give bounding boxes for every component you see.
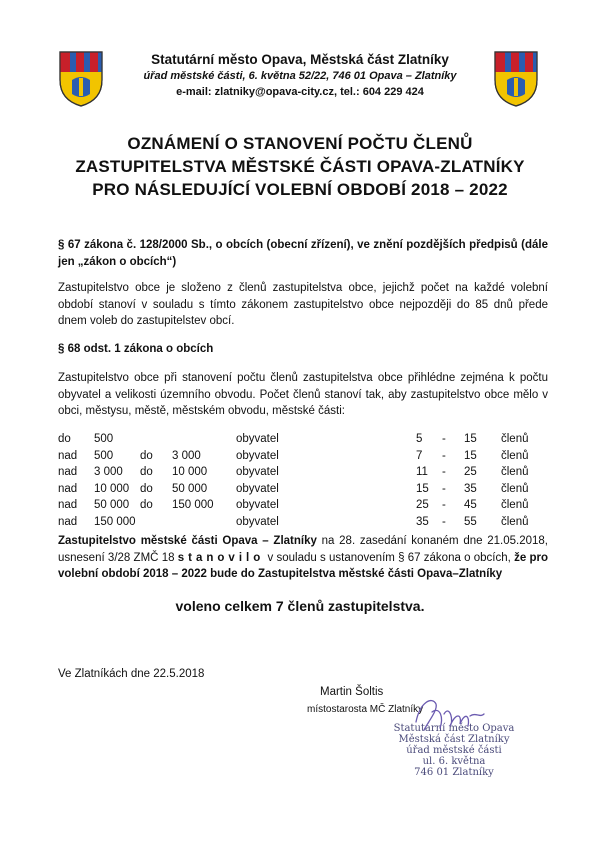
stamp-line: 746 01 Zlatníky (414, 767, 494, 778)
row-max: 25 (464, 466, 477, 478)
row-unit: obyvatel (236, 466, 279, 478)
title-line-2: ZASTUPITELSTVA MĚSTSKÉ ČÁSTI OPAVA-ZLATNÍKY (75, 157, 525, 176)
row-max: 15 (464, 449, 477, 462)
member-count-statement: voleno celkem 7 členů zastupitelstva. (175, 598, 425, 614)
stamp-line: Statutární město Opava (393, 723, 515, 734)
row-members: členů (501, 515, 529, 528)
row-to: 3 000 (172, 449, 201, 462)
row-from: 500 (94, 449, 114, 462)
decision-body: Zastupitelstvo městské části Opava – Zlatníky (58, 535, 317, 547)
row-unit: obyvatel (236, 482, 279, 495)
row-dash: - (442, 433, 446, 445)
row-from: 50 000 (94, 499, 130, 511)
row-dash: - (442, 449, 446, 462)
table-row (58, 499, 548, 516)
decision-result: že pro volební období 2018 – 2022 bude do Zastupitelstva městské části Opava–Zlatníky (58, 551, 548, 580)
row-to: 10 000 (172, 466, 208, 478)
stamp-line: Městská část Zlatníky (398, 734, 510, 745)
row-min: 15 (416, 482, 429, 495)
stamp-line: ul. 6. května (422, 756, 486, 767)
row-max: 55 (464, 515, 477, 528)
coat-of-arms-left (58, 50, 104, 108)
decision-paragraph (58, 533, 548, 583)
member-count-table (58, 433, 548, 532)
row-members: členů (501, 433, 529, 445)
row-members: členů (501, 466, 529, 478)
stamp-line: úřad městské části (406, 745, 502, 756)
row-dash: - (442, 515, 446, 528)
row-prefix: nad (58, 482, 78, 495)
row-from: 150 000 (94, 515, 136, 528)
decision-legal: v souladu s ustanovením § 67 zákona o obcích, (264, 551, 515, 564)
decision-meeting: na 28. zasedání konaném dne 21.05.2018, usnesení 3/28 ZMČ 18 (58, 535, 548, 564)
row-prefix: nad (58, 515, 78, 528)
row-dash: - (442, 466, 446, 478)
title-line-3: PRO NÁSLEDUJÍCÍ VOLEBNÍ OBDOBÍ 2018 – 2022 (92, 180, 508, 199)
table-row (58, 450, 548, 467)
row-members: členů (501, 449, 529, 462)
row-do: do (140, 482, 153, 495)
table-row (58, 433, 548, 450)
row-unit: obyvatel (236, 433, 279, 445)
row-min: 5 (416, 433, 423, 445)
section1-text: Zastupitelstvo obce je složeno z členů zastupitelstva obce, jejichž počet na každé volební období stanoví v souladu s tímto zákonem zastupitelstvo obce nejpozději do 85 dnů přede dnem voleb do zastupitelstev obcí. (58, 282, 548, 327)
handwritten-signature (410, 692, 490, 738)
row-from: 500 (94, 433, 114, 445)
row-do: do (140, 499, 153, 511)
row-max: 45 (464, 499, 477, 511)
header-address: úřad městské části, 6. května 52/22, 746 01 Opava – Zlatníky (143, 70, 457, 82)
row-unit: obyvatel (236, 449, 279, 462)
table-row (58, 466, 548, 483)
header-contact: e-mail: zlatniky@opava-city.cz, tel.: 604 229 424 (176, 86, 424, 98)
row-do: do (140, 466, 153, 478)
section2-text: Zastupitelstvo obce při stanovení počtu členů zastupitelstva obce přihlédne zejména k počtu obyvatel a velikosti územního obvodu. Počet členů stanoví tak, aby zastupitelstvo obce mělo v obci, městysu, městě, městském obvodu, městské části: (58, 372, 548, 417)
row-max: 15 (464, 433, 477, 445)
place-date: Ve Zlatníkách dne 22.5.2018 (58, 668, 205, 680)
title-line-1: OZNÁMENÍ O STANOVENÍ POČTU ČLENŮ (127, 134, 473, 153)
signer-role: místostarosta MČ Zlatníky (307, 704, 424, 715)
row-min: 11 (416, 466, 428, 478)
table-row (58, 516, 548, 533)
row-unit: obyvatel (236, 515, 279, 528)
row-prefix: nad (58, 466, 78, 478)
table-row (58, 483, 548, 500)
row-min: 35 (416, 515, 429, 528)
row-to: 50 000 (172, 482, 208, 495)
section2-heading: § 68 odst. 1 zákona o obcích (58, 343, 214, 355)
row-members: členů (501, 482, 529, 495)
row-dash: - (442, 482, 446, 495)
row-unit: obyvatel (236, 499, 279, 511)
signer-name: Martin Šoltis (320, 686, 384, 698)
header-municipality: Statutární město Opava, Městská část Zlatníky (151, 52, 449, 67)
row-do: do (140, 449, 153, 462)
row-min: 7 (416, 449, 423, 462)
row-prefix: do (58, 433, 71, 445)
decision-verb: stanovilo (177, 551, 265, 564)
row-members: členů (501, 499, 529, 511)
coat-of-arms-right (493, 50, 539, 108)
row-min: 25 (416, 499, 429, 511)
row-prefix: nad (58, 499, 78, 511)
row-dash: - (442, 499, 446, 511)
section1-heading: § 67 zákona č. 128/2000 Sb., o obcích (obecní zřízení), ve znění pozdějších předpisů (dále jen „zákon o obcích“) (58, 239, 548, 268)
row-from: 10 000 (94, 482, 130, 495)
row-max: 35 (464, 482, 477, 495)
row-from: 3 000 (94, 466, 123, 478)
row-prefix: nad (58, 449, 78, 462)
row-to: 150 000 (172, 499, 214, 511)
